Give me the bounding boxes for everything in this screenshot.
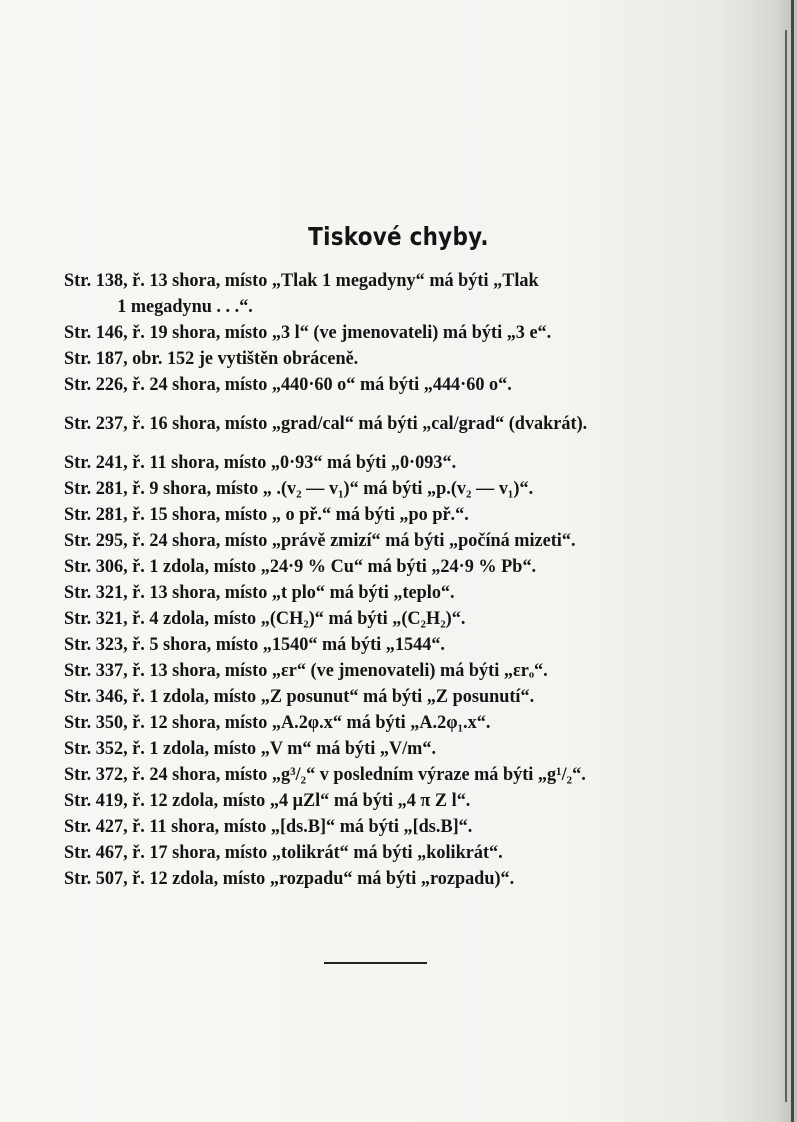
end-rule (324, 962, 427, 964)
errata-line: Str. 419, ř. 12 zdola, místo „4 μZl“ má býti „4 π Z l“. (64, 791, 471, 811)
errata-line: Str. 507, ř. 12 zdola, místo „rozpadu“ má býti „rozpadu)“. (64, 869, 515, 889)
errata-line: Str. 352, ř. 1 zdola, místo „V m“ má býti „V/m“. (64, 739, 437, 759)
page-edge (791, 0, 794, 1122)
errata-line-continuation: 1 megadynu . . .“. (117, 297, 253, 317)
errata-line: Str. 427, ř. 11 shora, místo „[ds.B]“ má býti „[ds.B]“. (64, 817, 473, 837)
errata-line: Str. 350, ř. 12 shora, místo „A.2φ.x“ má býti „A.2φ₁.x“. (64, 713, 491, 733)
page-edge-shadow (785, 30, 787, 1102)
errata-line: Str. 467, ř. 17 shora, místo „tolikrát“ má býti „kolikrát“. (64, 843, 503, 863)
errata-line: Str. 321, ř. 13 shora, místo „t plo“ má býti „teplo“. (64, 583, 455, 603)
errata-line: Str. 187, obr. 152 je vytištěn obráceně. (64, 349, 359, 369)
errata-list (64, 268, 724, 892)
errata-line: Str. 146, ř. 19 shora, místo „3 l“ (ve jmenovateli) má býti „3 e“. (64, 323, 552, 343)
errata-line: Str. 346, ř. 1 zdola, místo „Z posunut“ má býti „Z posunutí“. (64, 687, 535, 707)
errata-line: Str. 138, ř. 13 shora, místo „Tlak 1 megadyny“ má býti „Tlak (64, 271, 539, 291)
errata-line: Str. 321, ř. 4 zdola, místo „(CH₂)“ má býti „(C₂H₂)“. (64, 609, 466, 629)
errata-line: Str. 323, ř. 5 shora, místo „1540“ má býti „1544“. (64, 635, 445, 655)
errata-line: Str. 226, ř. 24 shora, místo „440·60 o“ má býti „444·60 o“. (64, 375, 512, 395)
errata-line: Str. 281, ř. 9 shora, místo „ .(v₂ — v₁)“ má býti „p.(v₂ — v₁)“. (64, 479, 534, 499)
errata-line: Str. 295, ř. 24 shora, místo „právě zmizí“ má býti „počíná mizeti“. (64, 531, 576, 551)
errata-line: Str. 281, ř. 15 shora, místo „ o př.“ má býti „po př.“. (64, 505, 469, 525)
errata-line: Str. 337, ř. 13 shora, místo „εr“ (ve jmenovateli) má býti „εrₒ“. (64, 661, 548, 681)
errata-line: Str. 372, ř. 24 shora, místo „g³/₂“ v posledním výraze má býti „g¹/₂“. (64, 765, 586, 785)
page-title: Tiskové chyby. (308, 222, 489, 251)
errata-line: Str. 241, ř. 11 shora, místo „0·93“ má býti „0·093“. (64, 453, 457, 473)
errata-line: Str. 306, ř. 1 zdola, místo „24·9 % Cu“ má býti „24·9 % Pb“. (64, 557, 537, 577)
errata-line: Str. 237, ř. 16 shora, místo „grad/cal“ má býti „cal/grad“ (dvakrát). (64, 414, 588, 434)
